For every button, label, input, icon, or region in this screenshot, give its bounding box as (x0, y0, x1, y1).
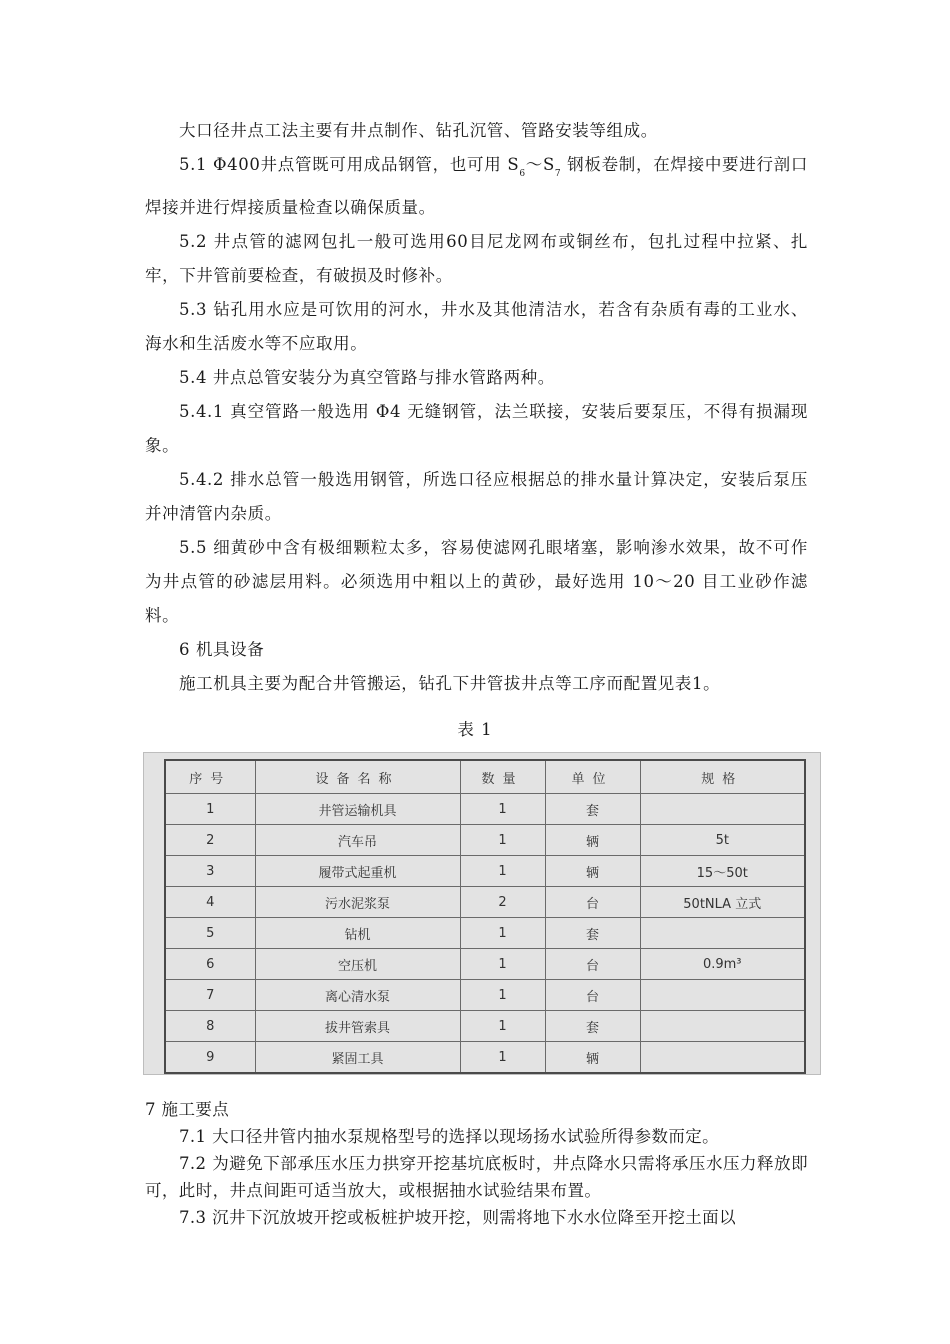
cell-index: 4 (165, 887, 255, 918)
paragraph-5-1-part: 钢板卷制，在焊接中要进行剖口焊接并进行焊接质量检查以确保质量。 (145, 155, 808, 217)
cell-index: 1 (165, 794, 255, 825)
paragraph-7-1: 7.1 大口径井管内抽水泵规格型号的选择以现场扬水试验所得参数而定。 (179, 1127, 720, 1146)
cell-spec (640, 1011, 805, 1042)
cell-unit: 台 (545, 980, 640, 1011)
cell-name: 井管运输机具 (255, 794, 460, 825)
cell-unit: 套 (545, 794, 640, 825)
header-unit: 单位 (545, 760, 640, 794)
table-row (165, 887, 805, 918)
header-index: 序号 (165, 760, 255, 794)
table-row (165, 980, 805, 1011)
cell-spec: 50tNLA 立式 (640, 887, 805, 918)
cell-unit: 台 (545, 887, 640, 918)
heading-7: 7 施工要点 (145, 1100, 230, 1119)
cell-index: 8 (165, 1011, 255, 1042)
paragraph-7-3: 7.3 沉井下沉放坡开挖或板桩护坡开挖，则需将地下水水位降至开挖土面以 (179, 1208, 736, 1227)
paragraph-5-4-2: 5.4.2 排水总管一般选用钢管，所选口径应根据总的排水量计算决定，安装后泵压并冲清管内杂质。 (145, 470, 808, 523)
subscript: 7 (554, 169, 562, 179)
cell-unit: 台 (545, 949, 640, 980)
paragraph-7-2: 7.2 为避免下部承压水压力拱穿开挖基坑底板时，井点降水只需将承压水压力释放即可，此时，井点间距可适当放大，或根据抽水试验结果布置。 (145, 1154, 808, 1200)
equipment-table (164, 759, 806, 1074)
cell-spec (640, 1042, 805, 1074)
cell-qty: 1 (460, 1042, 545, 1074)
paragraph-6-intro: 施工机具主要为配合井管搬运，钻孔下井管拔井点等工序而配置见表1。 (179, 674, 721, 693)
cell-index: 7 (165, 980, 255, 1011)
cell-unit: 辆 (545, 856, 640, 887)
cell-name: 拔井管索具 (255, 1011, 460, 1042)
cell-index: 5 (165, 918, 255, 949)
cell-unit: 辆 (545, 825, 640, 856)
heading-6: 6 机具设备 (179, 640, 265, 659)
paragraphs-top (145, 114, 808, 701)
cell-qty: 1 (460, 949, 545, 980)
table-row (165, 794, 805, 825)
header-name: 设备名称 (255, 760, 460, 794)
cell-qty: 1 (460, 918, 545, 949)
cell-unit: 辆 (545, 1042, 640, 1074)
subscript: 6 (519, 169, 526, 179)
cell-name: 离心清水泵 (255, 980, 460, 1011)
table-header-row (165, 760, 805, 794)
cell-qty: 1 (460, 1011, 545, 1042)
paragraph-5-4-1: 5.4.1 真空管路一般选用 Φ4 无缝钢管，法兰联接，安装后要泵压，不得有损漏现象。 (145, 402, 808, 455)
cell-name: 履带式起重机 (255, 856, 460, 887)
paragraph-5-1-part: ～S (525, 155, 555, 174)
cell-spec: 0.9m³ (640, 949, 805, 980)
table-row (165, 949, 805, 980)
cell-name: 钻机 (255, 918, 460, 949)
cell-qty: 1 (460, 794, 545, 825)
table-caption: 表 1 (457, 720, 493, 739)
cell-qty: 1 (460, 825, 545, 856)
cell-spec (640, 794, 805, 825)
paragraph-5-5: 5.5 细黄砂中含有极细颗粒太多，容易使滤网孔眼堵塞，影响渗水效果，故不可作为井点管的砂滤层用料。必须选用中粗以上的黄砂，最好选用 10～20 目工业砂作滤料。 (145, 538, 808, 625)
paragraph-5-1 (145, 148, 808, 225)
paragraph-5-3: 5.3 钻孔用水应是可饮用的河水，井水及其他清洁水，若含有杂质有毒的工业水、海水和生活废水等不应取用。 (145, 300, 808, 353)
cell-spec (640, 980, 805, 1011)
header-spec: 规格 (640, 760, 805, 794)
cell-unit: 套 (545, 918, 640, 949)
paragraphs-bottom (145, 1096, 808, 1231)
cell-index: 9 (165, 1042, 255, 1074)
cell-spec (640, 918, 805, 949)
cell-spec: 5t (640, 825, 805, 856)
cell-index: 3 (165, 856, 255, 887)
cell-index: 6 (165, 949, 255, 980)
cell-name: 紧固工具 (255, 1042, 460, 1074)
paragraph-5-2: 5.2 井点管的滤网包扎一般可选用60目尼龙网布或铜丝布，包扎过程中拉紧、扎牢，下井管前要检查，有破损及时修补。 (145, 232, 808, 285)
table-row (165, 1011, 805, 1042)
paragraph-5-1-part: 5.1 Φ400井点管既可用成品钢管，也可用 S (179, 155, 520, 174)
cell-name: 汽车吊 (255, 825, 460, 856)
paragraph-intro: 大口径井点工法主要有井点制作、钻孔沉管、管路安装等组成。 (179, 121, 658, 140)
table-row (165, 918, 805, 949)
header-qty: 数量 (460, 760, 545, 794)
table-row (165, 1042, 805, 1074)
table-scan-image (143, 752, 821, 1075)
table-row (165, 825, 805, 856)
table-row (165, 856, 805, 887)
paragraph-5-4: 5.4 井点总管安装分为真空管路与排水管路两种。 (179, 368, 555, 387)
cell-name: 污水泥浆泵 (255, 887, 460, 918)
cell-index: 2 (165, 825, 255, 856)
cell-qty: 2 (460, 887, 545, 918)
cell-qty: 1 (460, 856, 545, 887)
cell-name: 空压机 (255, 949, 460, 980)
cell-spec: 15～50t (640, 856, 805, 887)
cell-unit: 套 (545, 1011, 640, 1042)
cell-qty: 1 (460, 980, 545, 1011)
